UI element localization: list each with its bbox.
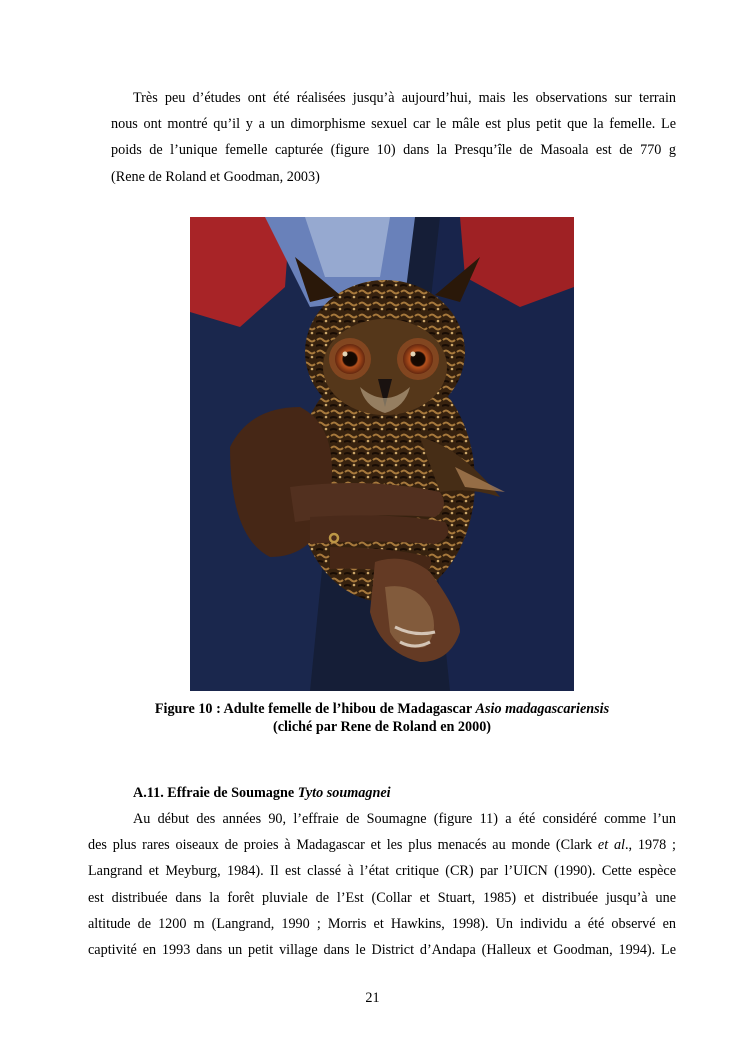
text-line: Au début des années 90, l’effraie de Soumagne (figure 11) a été considéré comme l’un (133, 811, 676, 827)
intro-paragraph (111, 85, 676, 190)
caption-text: Figure 10 : Adulte femelle de l’hibou de Madagascar (154, 701, 476, 717)
text-line: est distribuée dans la forêt pluviale de l’Est (Collar et Stuart, 1985) et distribuée jusqu’à une (88, 889, 676, 906)
caption-species: Asio madagascariensis (475, 701, 610, 717)
heading-species: Tyto soumagnei (297, 785, 391, 801)
figure-caption (88, 700, 676, 736)
section-heading (133, 785, 391, 802)
text-line: poids de l’unique femelle capturée (figure 10) dans la Presqu’île de Masoala est de 770 g (111, 142, 676, 159)
text-line: Très peu d’études ont été réalisées jusqu’à aujourd’hui, mais les observations sur terrain (133, 90, 676, 106)
text-line: captivité en 1993 dans un petit village dans le District d’Andapa (Halleux et Goodman, 1994). Le (88, 942, 676, 959)
text-emphasis: et al (597, 837, 625, 854)
heading-title: A.11. Effraie de Soumagne (133, 785, 298, 801)
text-line: altitude de 1200 m (Langrand, 1990 ; Morris et Hawkins, 1998). Un individu a été observé en (88, 915, 676, 932)
caption-line-2: (cliché par Rene de Roland en 2000) (272, 719, 492, 735)
page-number: 21 (365, 990, 380, 1006)
text-line: Langrand et Meyburg, 1984). Il est classé à l’état critique (CR) par l’UICN (1990). Cette espèce (88, 863, 676, 880)
text-segment: ., 1978 ; (625, 837, 676, 854)
caption-line-1 (88, 700, 676, 718)
text-line: (Rene de Roland et Goodman, 2003) (111, 168, 320, 185)
text-segment: des plus rares oiseaux de proies à Madagascar et les plus menacés au monde (Clark (88, 837, 598, 854)
text-line: nous ont montré qu’il y a un dimorphisme sexuel car le mâle est plus petit que la femelle. Le (111, 116, 676, 133)
owl-photograph (190, 217, 574, 691)
text-line (88, 832, 676, 858)
body-paragraph (88, 806, 676, 963)
